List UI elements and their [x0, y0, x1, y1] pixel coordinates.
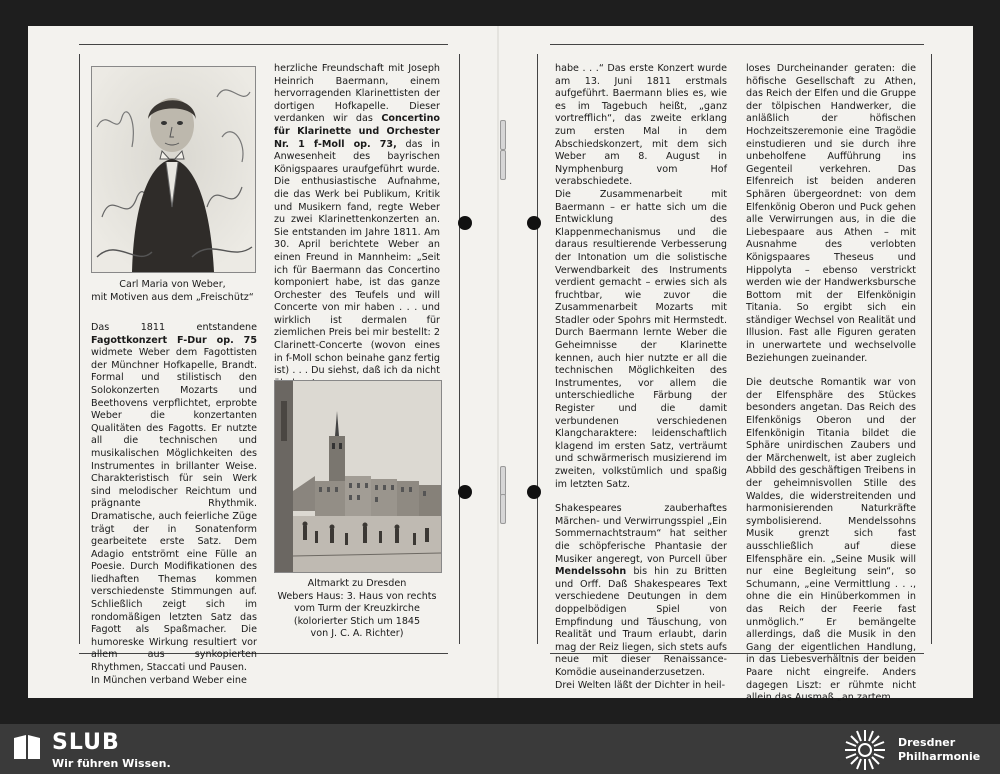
- staple: [500, 150, 506, 180]
- concertino-paragraph: herzliche Freundschaft mit Joseph Heinrich Baermann, einem hervorragenden Klarinettisten der dortigen Hofkapelle. Dieser verdanken wir das Concertino für Klarinette und Orchester Nr. 1 f-Moll op. 73, das in Anwesenheit des bayrischen Königspaares uraufgeführt wurde. Die enthusiastische Aufnahme, die das Werk bei Publikum, Kritik und Musikern fand, regte Weber zu zwei Klarinettenkonzerten an. Sie entstanden im Jahre 1811. Am 30. April berichtete Weber an einen Freund in Mannheim: „Seit ich für Baermann das Concertino komponiert habe, ist das ganze Orchester des Teufels und will Concerte von mir haben . . . und wirklich ist dermalen für ziemlichen Preis bei mir bestellt: 2 Clarinett-Concerte (wovon eines in f-Moll schon beinahe ganz fertig ist) . . . Du siehst, daß ich da nicht: [274, 63, 440, 377]
- slub-title: SLUB: [52, 730, 120, 755]
- fagottkonzert-paragraph: Das 1811 entstandene Fagottkonzert F-Dur op. 75 widmete Weber dem Fagottisten der Münchner Hofkapelle, Brandt. Formal und stilistisch den Solokonzerten Mozarts und Beethovens verpflichtet, erprobte Weber die konzertanten Qualitäten des Fagotts. Er nutzte all die technischen und musikalischen Möglichkeiten des Instrumentes in brillanter Weise. Charakteristisch für sein Werk sind melodischer Reichtum und prägnante Rhythmik. Dramatische, auch feierliche Züge trägt der in Sonatenform gearbeitete erste Satz. Dem Adagio entströmt eine Fülle an Poesie. Durch Modifikationen des liedhaften Themas kommen verschiedenste Stimmungen auf. Schließlich zeigt sich im rondomäßigen letzten Satz das Fagott als Spaßmacher. Die humoreske Wirkung resultiert vor allem aus synkopierten Rhythmen, Staccati und Pausen.: [91, 322, 257, 674]
- center-fold: [497, 26, 499, 698]
- margin-rule-right: [931, 54, 932, 644]
- top-rule-right: [550, 44, 924, 45]
- text-column-1: [91, 322, 257, 687]
- slub-book-icon: [12, 732, 42, 762]
- portrait-caption: Carl Maria von Weber, mit Motiven aus dem „Freischütz“: [91, 279, 254, 303]
- baermann-paragraph: Die Zusammenarbeit mit Baermann – er hatte sich um die Entwicklung des Klappenmechanismus und die daraus resultierende Verbesserung der Intonation um die solistische Verwendbarkeit des Instruments verdient gemacht – erwies sich als fruchtbar, wie zuvor die Zusammenarbeit Mozarts mit Stadler oder Spohrs mit Hermstedt. Durch Baermann lernte Weber die Geheimnisse der Klarinette kennen, auch hier nutzte er all die technischen Möglichkeiten des Instrumentes, vor allem die unterschiedliche Färbung der Register und die damit verbundenen verschiedenen Klangcharaktere: leidenschaftlich klagend im ersten Satz, verträumt und schwärmerisch musizierend im zweiten, volkstümlich und spaßig im letzten Satz.: [555, 188, 727, 490]
- margin-rule-center-left: [459, 54, 460, 644]
- concertino-title: Concertino für Klarinette und Orchester Nr. 1 f-Moll op. 73,: [274, 113, 440, 150]
- three-worlds-line: Drei Welten läßt der Dichter in heil-: [555, 679, 726, 691]
- text-column-4: [746, 63, 916, 717]
- punch-hole: [527, 216, 541, 230]
- romanticism-paragraph: Die deutsche Romantik war von der Elfensphäre des Stückes besonders angetan. Das Reich des Elfenkönigs Oberon und der Elfenkönigin Titania bildet die Sphäre unirdischen Zaubers und der Märchenwelt, ist aber zugleich Abbild des geschäftigen Treibens in der geheimnisvollen Stille des Waldes, die widerstreitenden und harmonisierenden Naturkräfte symbolisierend. Mendelssohns Musik grenzt sich fast ausschließlich auf diese Elfensphäre ein. „Seine Musik will nur eine Begleitung sein“, so Schumann, „eine Vermittlung . . ., ohne die ein Hinüberkommen in das Reich der Feerie fast unmöglich.“ Er bemängelte allerdings, daß die Musik in den Gang der eigentlichen Handlung, in das Liebesverhältnis der beiden Paare nicht eingreife. Anders dagegen Liszt: er rühmte nicht allein das Ausmaß „an zartem: [746, 377, 916, 704]
- philharmonie-logo-icon: [842, 727, 888, 773]
- staple: [500, 466, 506, 496]
- mendelssohn-name: Mendelssohn: [555, 566, 627, 578]
- phil-line-2: Philharmonie: [898, 750, 981, 763]
- margin-rule-left: [79, 54, 80, 644]
- phil-line-1: Dresdner: [898, 736, 956, 749]
- program-spread: [28, 26, 973, 704]
- dresden-altmarkt-image: [274, 380, 442, 573]
- confusion-paragraph: loses Durcheinander geraten: die höfische Gesellschaft zu Athen, das Reich der Elfen und die Gruppe der tölpischen Handwerker, die anläßlich der höfischen Hochzeitszeremonie eine Tragödie einstudieren und sie durch ihre unbeholfene Aufführung ins Gegenteil verkehren. Das Elfenreich ist beiden anderen Sphären übergeordnet: von dem Elfenkönig Oberon und Puck gehen alle Verwirrungen aus, in die die Liebespaare aus Athen – mit Ausnahme des verlobten Königspaares Theseus und Hippolyta – ebenso verstrickt werden wie der Handwerksbursche Bottom mit der Elfenkönigin Titania. So ergibt sich ein ständiger Wechsel von Realität und Illusion. Fast alle Figuren geraten in unerwartete und wechselvolle Beziehungen zueinander.: [746, 63, 916, 364]
- first-concert-paragraph: habe . . .“ Das erste Konzert wurde am 13. Juni 1811 erstmals aufgeführt. Baermann blies es, wie es im Tagebuch heißt, „ganz vortrefflich“, das zweite erklang zum ersten Mal in dem Abschiedskonzert, mit dem sich Weber am 8. August in Nymphenburg vom Hof verabschiedete.: [555, 63, 727, 188]
- weber-portrait-image: [91, 66, 256, 273]
- text-column-2: [274, 63, 440, 402]
- staple: [500, 494, 506, 524]
- staple: [500, 120, 506, 150]
- shakespeare-paragraph: Shakespeares zauberhaftes Märchen- und Verwirrungsspiel „Ein Sommernachtstraum“ hat seither die schöpferische Phantasie der Musiker angeregt, von Purcell über Mendelssohn bis hin zu Britten und Orff. Daß Shakespeares Text verschiedene Deutungen in dem doppelbödigen Spiel von Empfindung und Täuschung, von Realität und Traum erlaubt, darin mag der Reiz liegen, sich stets aufs neue mit dieser Renaissance-Komödie auseinanderzusetzen.: [555, 503, 727, 678]
- punch-hole: [527, 485, 541, 499]
- text-column-3: [555, 63, 727, 692]
- punch-hole: [458, 485, 472, 499]
- dresden-caption: Altmarkt zu Dresden Webers Haus: 3. Haus von rechts vom Turm der Kreuzkirche (kolorierter Stich um 1845 von J. C. A. Richter): [277, 578, 437, 640]
- top-rule-left: [79, 44, 448, 45]
- punch-hole: [458, 216, 472, 230]
- munich-paragraph-start: In München verband Weber eine: [91, 674, 247, 686]
- margin-rule-center-right: [537, 54, 538, 644]
- slub-tagline: Wir führen Wissen.: [52, 757, 171, 770]
- philharmonie-name: [898, 736, 980, 764]
- footer-banner: [0, 724, 1000, 774]
- fagottkonzert-title: Fagottkonzert F-Dur op. 75: [91, 334, 257, 346]
